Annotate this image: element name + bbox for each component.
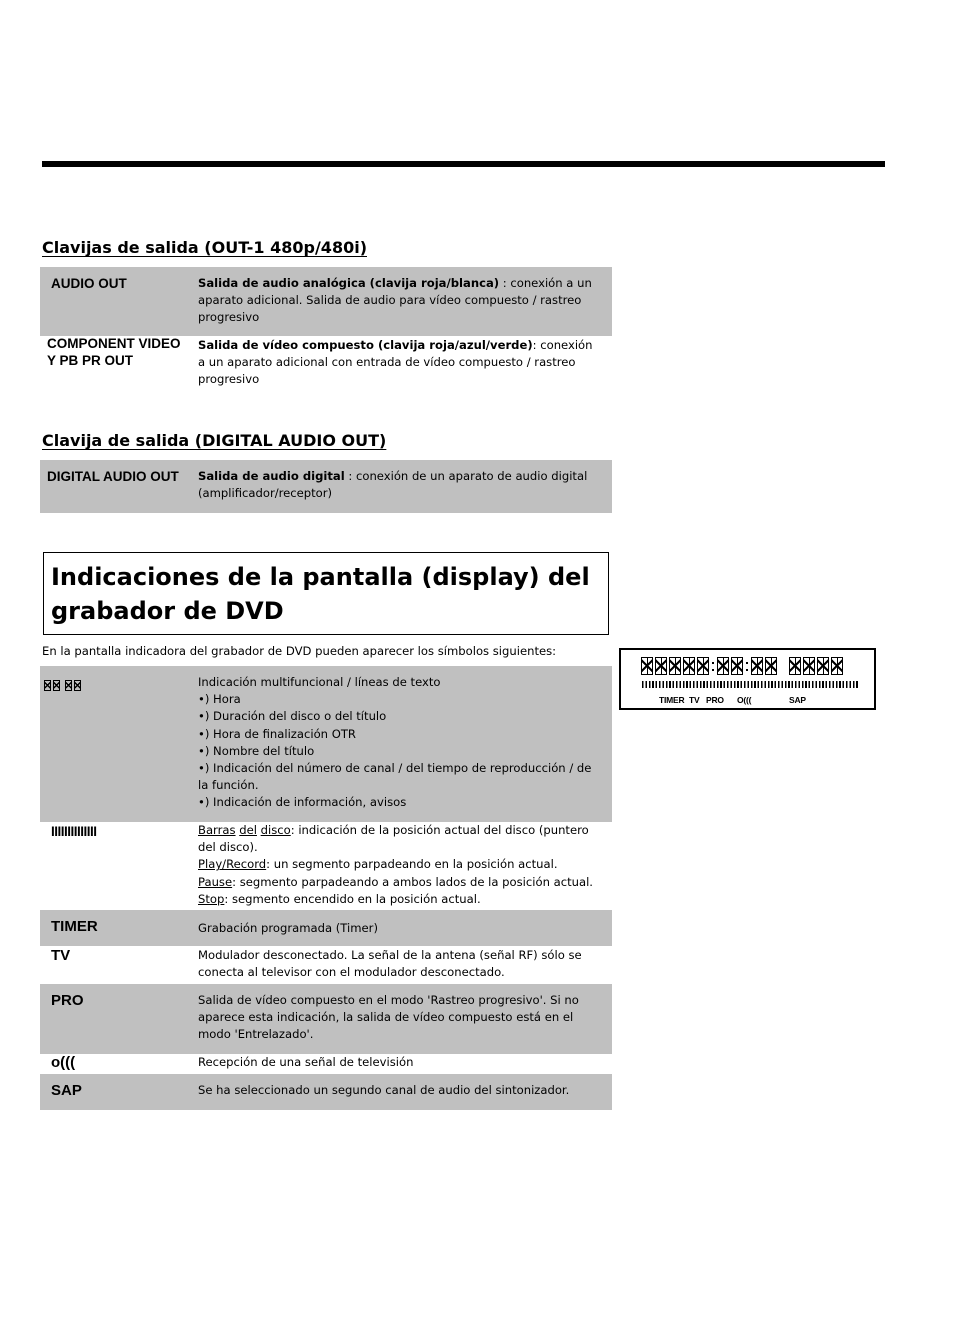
row-description: Grabación programada (Timer)	[198, 921, 378, 935]
digital-table	[40, 460, 612, 513]
row-description: Salida de audio analógica (clavija roja/blanca) : conexión a un aparato adicional. Salida de audio para vídeo compuesto / rastreo progresivo	[198, 276, 592, 325]
section-heading-out1: Clavijas de salida (OUT-1 480p/480i)	[42, 238, 367, 257]
section-heading-digital: Clavija de salida (DIGITAL AUDIO OUT)	[42, 431, 387, 450]
segment-digits	[641, 657, 845, 675]
table-row	[40, 910, 612, 946]
row-label: TV	[51, 947, 71, 964]
panel-label-timer: TIMER	[659, 695, 685, 705]
outputs-table	[40, 267, 612, 398]
chapter-title-box	[43, 552, 609, 635]
row-description: Salida de vídeo compuesto en el modo 'Rastreo progresivo'. Si no aparece esta indicación, la salida de vídeo compuesto está en el modo 'Entrelazado'.	[198, 993, 579, 1042]
table-row	[40, 267, 612, 336]
row-label	[44, 676, 184, 695]
row-label: AUDIO OUT	[51, 276, 127, 291]
panel-label-tv: TV	[689, 695, 700, 705]
row-description: Indicación multifuncional / líneas de texto •) Hora •) Duración del disco o del título •) Hora de finalización OTR •) Nombre del título •) Indicación del número de canal / del tiempo de reproducción / de la función. •) Indicación de información, avisos	[198, 675, 592, 810]
table-row	[40, 336, 612, 398]
chapter-title: Indicaciones de la pantalla (display) del grabador de DVD	[51, 563, 590, 625]
table-row	[40, 984, 612, 1054]
panel-label-pro: PRO	[706, 695, 724, 705]
table-row	[40, 822, 612, 910]
panel-label-signal: O(((	[737, 695, 752, 705]
row-description: Salida de vídeo compuesto (clavija roja/azul/verde): conexión a un aparato adicional con entrada de vídeo compuesto / rastreo progresivo	[198, 338, 593, 387]
table-row	[40, 1054, 612, 1074]
table-row	[40, 1074, 612, 1110]
row-description: Barras del disco: indicación de la posición actual del disco (puntero del disco). Play/Record: un segmento parpadeando en la posición actual. Pause: segmento parpadeando a ambos lados de la posición actual. Stop: segmento encendido en la posición actual.	[198, 823, 593, 906]
row-description: Modulador desconectado. La señal de la antena (señal RF) sólo se conecta al televisor con el modulador desconectado.	[198, 948, 582, 980]
row-label: o(((	[51, 1054, 76, 1071]
row-label: TIMER	[51, 918, 98, 935]
row-label-component: COMPONENT VIDEO Y PB PR OUT	[47, 336, 181, 368]
symbols-table	[40, 666, 612, 1110]
intro-text: En la pantalla indicadora del grabador de DVD pueden aparecer los símbolos siguientes:	[42, 644, 557, 658]
panel-label-sap: SAP	[789, 695, 806, 705]
row-description: Salida de audio digital : conexión de un aparato de audio digital (amplificador/receptor)	[198, 469, 588, 501]
row-label: SAP	[51, 1082, 82, 1099]
table-row	[40, 460, 612, 513]
table-row	[40, 666, 612, 822]
segment-digits-icon	[44, 680, 83, 691]
row-label: PRO	[51, 992, 84, 1009]
top-rule	[42, 161, 885, 167]
row-description: Se ha seleccionado un segundo canal de audio del sintonizador.	[198, 1083, 570, 1097]
row-label: IIIIIIIIIIIIII	[51, 824, 97, 839]
row-label: DIGITAL AUDIO OUT	[47, 469, 179, 484]
disc-bar-segments	[642, 681, 858, 688]
display-panel-illustration	[619, 648, 876, 710]
table-row	[40, 946, 612, 984]
row-description: Recepción de una señal de televisión	[198, 1055, 414, 1069]
